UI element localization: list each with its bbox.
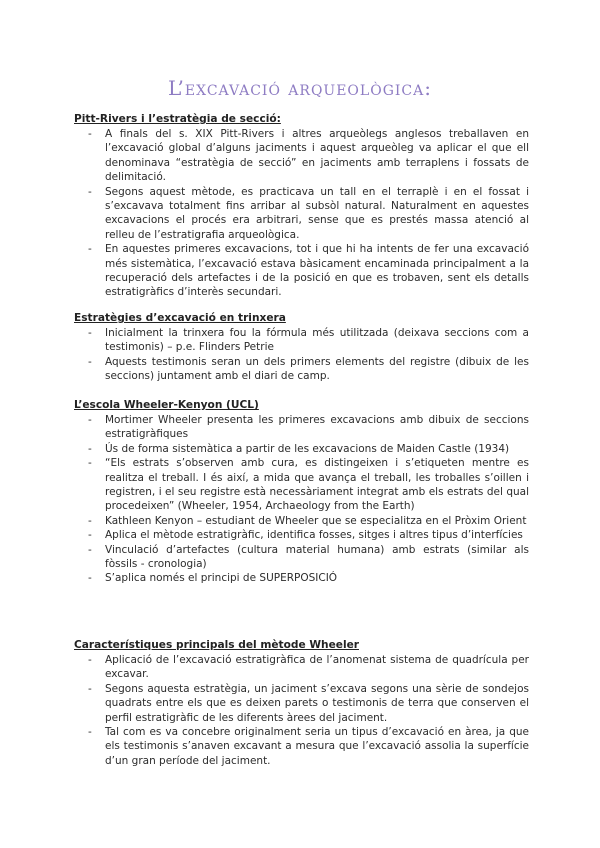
list-item: - Segons aquesta estratègia, un jaciment s’excava segons una sèrie de sondejos quadrats entre els que es deixen parets o testimonis de terra que conserven el perfil estratigràfic de les diferents àrees del jaciment. — [88, 682, 529, 724]
section-pitt-rivers — [74, 112, 529, 300]
list-item: - Aquests testimonis seran un dels primers elements del registre (dibuix de les seccions) juntament amb el diari de camp. — [88, 355, 529, 383]
list-item: - Kathleen Kenyon – estudiant de Wheeler que se especialitza en el Pròxim Orient — [88, 514, 527, 527]
section-trinxera — [74, 311, 529, 384]
list-item: - Aplicació de l’excavació estratigràfica de l’anomenat sistema de quadrícula per excavar. — [88, 654, 529, 681]
section-heading: Característiques principals del mètode Wheeler — [74, 639, 359, 651]
list-item: - A finals del s. XIX Pitt-Rivers i altres arqueòlegs anglesos treballaven en l’excavació global d’alguns jaciments i aquest arqueòleg va aplicar el que ell denominava “estratègia de secció” en jaciments amb terraplens i fossats de delimitació. — [88, 128, 529, 184]
list-item: - Segons aquest mètode, es practicava un tall en el terraplè i en el fossat i s’excavava totalment fins arribar al subsòl natural. Naturalment en aquestes excavacions el procés era arbitrari, sense que es prestés massa atenció al relleu de l’estratigrafia arqueològica. — [88, 185, 529, 241]
page-title: L’excavació arqueològica: — [168, 76, 432, 100]
list-item: - Inicialment la trinxera fou la fórmula més utilitzada (deixava seccions com a testimonis) – p.e. Flinders Petrie — [88, 327, 529, 354]
list-item: - En aquestes primeres excavacions, tot i que hi ha intents de fer una excavació més sistemàtica, l’excavació estava bàsicament encaminada principalment a la recuperació dels artefactes i de la posició en que es trobaven, sent els detalls estratigràfics d’interès secundari. — [88, 243, 529, 299]
list-item: - Vinculació d’artefactes (cultura material humana) amb estrats (similar als fòssils - cronologia) — [88, 543, 529, 571]
section-heading: L’escola Wheeler-Kenyon (UCL) — [74, 399, 259, 411]
list-item: - Aplica el mètode estratigràfic, identifica fosses, sitges i altres tipus d’interfícies — [88, 529, 523, 542]
list-item: - Mortimer Wheeler presenta les primeres excavacions amb dibuix de seccions estratigràfiques — [88, 414, 529, 441]
list-item: - “Els estrats s’observen amb cura, es distingeixen i s’etiqueten mentre es realitza el treball. I és així, a mida que avança el treball, les troballes s’oillen i registren, i el seu registre està necessàriament integrat amb els estrats del qual procedeixen” (Wheeler, 1954, Archaeology from the Earth) — [88, 457, 529, 513]
list-item: - Ús de forma sistemàtica a partir de les excavacions de Maiden Castle (1934) — [88, 442, 510, 455]
section-metode-wheeler — [74, 638, 529, 768]
list-item: - S’aplica només el principi de SUPERPOSICIÓ — [88, 572, 338, 585]
section-heading: Estratègies d’excavació en trinxera — [74, 312, 286, 324]
section-heading: Pitt-Rivers i l’estratègia de secció: — [74, 113, 281, 125]
list-item: - Tal com es va concebre originalment seria un tipus d’excavació en àrea, ja que els testimonis s’anaven excavant a mesura que l’excavació assolia la superfície d’un gran període del jaciment. — [88, 726, 529, 767]
section-wheeler-kenyon — [74, 398, 529, 586]
